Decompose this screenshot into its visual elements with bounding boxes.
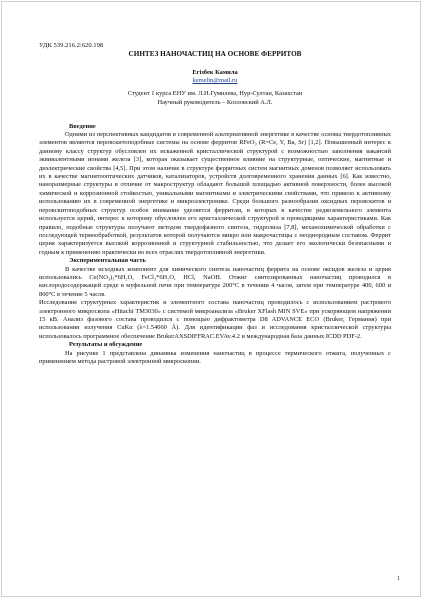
experimental-paragraph-materials: В качестве исходных компонент для химического синтеза наночастиц феррита на основе оксидов железа и церия использовались Ce(NO₃)₃*6H₂O, FeCl₃*6H₂O, HCl, NaOH. Отжиг синтезированных наночастиц проводился в кислородосодержащей среде в муфельной печи при температуре 200°C в течении 4 часов, затем при температуре 400, 600 и 800°C в течение 5 часов.: [39, 265, 391, 298]
author-email-link[interactable]: kemelin@mail.ru: [192, 77, 238, 85]
section-heading-experimental: Экспериментальная часть: [69, 257, 146, 265]
udk-code: УДК 539.216.2:620.198: [39, 42, 104, 49]
page-content: [39, 42, 391, 366]
article-title: СИНТЕЗ НАНОЧАСТИЦ НА ОСНОВЕ ФЕРРИТОВ: [128, 50, 302, 58]
document-page: [1, 1, 421, 597]
page-number: 1: [397, 576, 400, 582]
scientific-supervisor: Научный руководитель – Козловский А.Л.: [157, 99, 273, 107]
section-heading-introduction: Введение: [69, 122, 96, 130]
introduction-paragraph: Одними из перспективных кандидатов в современной альтернативной энергетике в качестве основы твердотопливных элементов являются перовскитоподобные системы на основе ферритов RFeO₃ (R=Ce, Y, Ba, Sr) [1,2]. Повышенный интерес к данному классу структур обусловлен их искаженной кристаллической структурой с возможностью заполнения вакансий эквивалентными ионами железа [3], которая оказывает существенное влияние на структурные, оптические, магнитные и диэлектрические свойства [4,5]. При этом наличие в структуре ферритных систем магнитных доменов позволяет использовать их в качестве магнитооптических датчиков, катализаторов, устройств долговременного хранения данных [6]. Как известно, наноразмерные структуры в отличие от макроструктур обладают большой площадью активной поверхности, более высокой химической и коррозионной стойкостью, уникальными магнитными и электрическими свойствами, что привело к активному использованию их в современной энергетике и микроэлектронике. Среди большого разнообразия оксидных перовскитов и перовскитоподобных структур особое внимание уделяется ферритам, в которых в качестве редкоземельного элемента используется церий, интерес к которому обусловлен его кристаллической структурой и проводящими характеристиками. Как правило, подобные структуры получают методом твердофазного синтеза, гидролиза [7,8], механохимической обработки с последующей термообработкой, результатов которой получаются микро или макрочастицы с неоднородным составом. Феррит церия характеризуется высокой коррозионной и структурной стабильностью, что делает его экологически безопасными и годным к применению практически во всех отраслях твердотопливной энергетики.: [39, 131, 391, 256]
experimental-paragraph-methods: Исследование структурных характеристик и элементного состава наночастиц проводилось с использованием растрового электронного микроскопа «Hitachi TM3030» с системой микроанализа «Bruker XFlash MIN SVE» при ускоряющем напряжении 15 кВ. Анализ фазового состава проводился с помощью дифрактометра D8 ADVANCE ECO (Bruker, Германия) при использовании излучения CuKα (λ=1.54060 Å). Для идентификации фаз и исследования кристаллической структуры использовалось программное обеспечение BrukerAXSDIFFRAC.EVAv.4.2 и международная база данных ICDD PDF-2.: [39, 299, 391, 340]
results-paragraph: На рисунке 1 представлена динамика изменения наночастиц в процессе термического отжига, полученных с применением метода растровой электронной микроскопии.: [39, 349, 391, 365]
section-heading-results: Результаты и обсуждение: [69, 341, 143, 349]
author-affiliation: Студент 1 курса ЕНУ им. Л.Н.Гумилева, Нур-Султан, Казахстан: [127, 89, 303, 97]
author-name: Егізбек Камила: [192, 69, 238, 76]
